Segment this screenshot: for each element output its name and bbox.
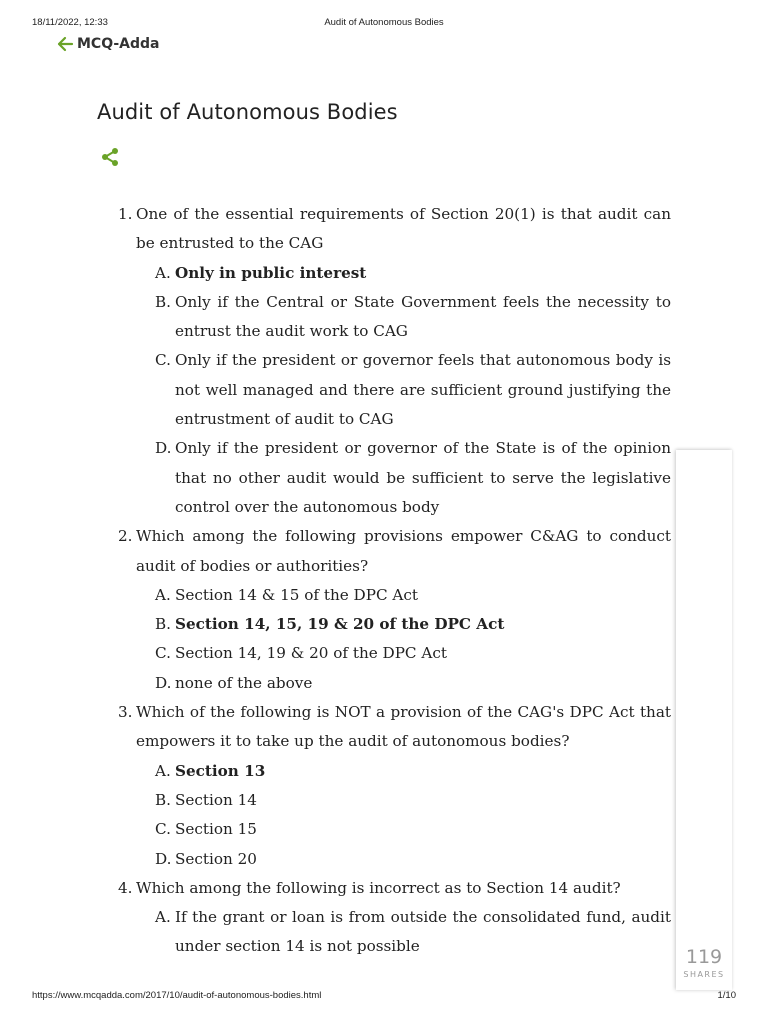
share-icon[interactable] xyxy=(99,146,121,168)
option-letter: C. xyxy=(155,644,171,663)
option-letter: A. xyxy=(155,761,171,780)
option-text: Section 20 xyxy=(175,849,257,868)
option-letter: B. xyxy=(155,292,171,311)
question-text: One of the essential requirements of Section 20(1) is that audit can be entrusted to the CAG xyxy=(136,205,671,253)
print-url: https://www.mcqadda.com/2017/10/audit-of-autonomous-bodies.html xyxy=(32,990,322,1001)
question-list xyxy=(118,200,671,962)
question-number: 1. xyxy=(118,205,133,223)
question-number: 3. xyxy=(118,703,133,722)
option-text: Section 14 xyxy=(175,790,257,809)
question-text: Which among the following provisions empower C&AG to conduct audit of bodies or authorities? xyxy=(136,527,671,575)
option-1c xyxy=(155,346,671,434)
floating-share-bar[interactable] xyxy=(676,450,732,990)
option-3a xyxy=(155,757,671,786)
option-text: Section 14, 19 & 20 of the DPC Act xyxy=(175,644,447,663)
question-text: Which among the following is incorrect as to Section 14 audit? xyxy=(136,878,621,897)
question-1 xyxy=(118,200,671,259)
option-4a xyxy=(155,903,671,962)
share-count: 119 xyxy=(685,946,723,968)
print-page-number: 1/10 xyxy=(717,990,736,1001)
option-letter: C. xyxy=(155,351,171,370)
question-2 xyxy=(118,522,671,581)
option-1d xyxy=(155,434,671,522)
option-2c xyxy=(155,639,671,668)
print-footer xyxy=(32,990,736,1004)
share-count-label: SHARES xyxy=(683,970,725,979)
option-text: Section 15 xyxy=(175,820,257,839)
brand-name: MCQ-Adda xyxy=(77,36,160,52)
option-letter: D. xyxy=(155,439,172,458)
option-letter: C. xyxy=(155,820,171,839)
option-text: Only if the Central or State Government feels the necessity to entrust the audit work to CAG xyxy=(175,292,671,341)
option-2b xyxy=(155,610,671,639)
option-text: Only in public interest xyxy=(175,263,367,282)
option-text: Only if the president or governor of the State is of the opinion that no other audit would be sufficient to serve the legislative control over the autonomous body xyxy=(175,439,671,516)
question-text: Which of the following is NOT a provision of the CAG's DPC Act that empowers it to take up the audit of autonomous bodies? xyxy=(136,703,671,751)
option-3c xyxy=(155,815,671,844)
option-1b xyxy=(155,288,671,347)
print-header xyxy=(32,17,736,31)
option-text: Section 13 xyxy=(175,761,266,780)
option-2d xyxy=(155,669,671,698)
option-text: Section 14, 15, 19 & 20 of the DPC Act xyxy=(175,615,505,634)
option-letter: A. xyxy=(155,263,171,282)
arrow-left-icon xyxy=(56,36,74,52)
option-text: Only if the president or governor feels that autonomous body is not well managed and there are sufficient ground justifying the entrustment of audit to CAG xyxy=(175,351,671,429)
option-letter: A. xyxy=(155,908,171,927)
option-letter: D. xyxy=(155,849,172,868)
question-3 xyxy=(118,698,671,757)
print-datetime: 18/11/2022, 12:33 xyxy=(32,17,108,28)
question-4 xyxy=(118,874,671,903)
option-3d xyxy=(155,845,671,874)
page-title: Audit of Autonomous Bodies xyxy=(97,100,398,124)
option-letter: B. xyxy=(155,790,171,809)
question-number: 4. xyxy=(118,878,133,897)
option-text: If the grant or loan is from outside the consolidated fund, audit under section 14 is not possible xyxy=(175,908,671,956)
option-3b xyxy=(155,786,671,815)
print-page-title: Audit of Autonomous Bodies xyxy=(324,17,444,28)
back-to-home-link[interactable] xyxy=(56,36,160,52)
option-letter: D. xyxy=(155,673,172,692)
option-text: Section 14 & 15 of the DPC Act xyxy=(175,585,418,604)
option-2a xyxy=(155,581,671,610)
option-1a xyxy=(155,259,671,288)
option-letter: A. xyxy=(155,585,171,604)
question-number: 2. xyxy=(118,527,133,546)
option-letter: B. xyxy=(155,615,171,634)
option-text: none of the above xyxy=(175,673,313,692)
